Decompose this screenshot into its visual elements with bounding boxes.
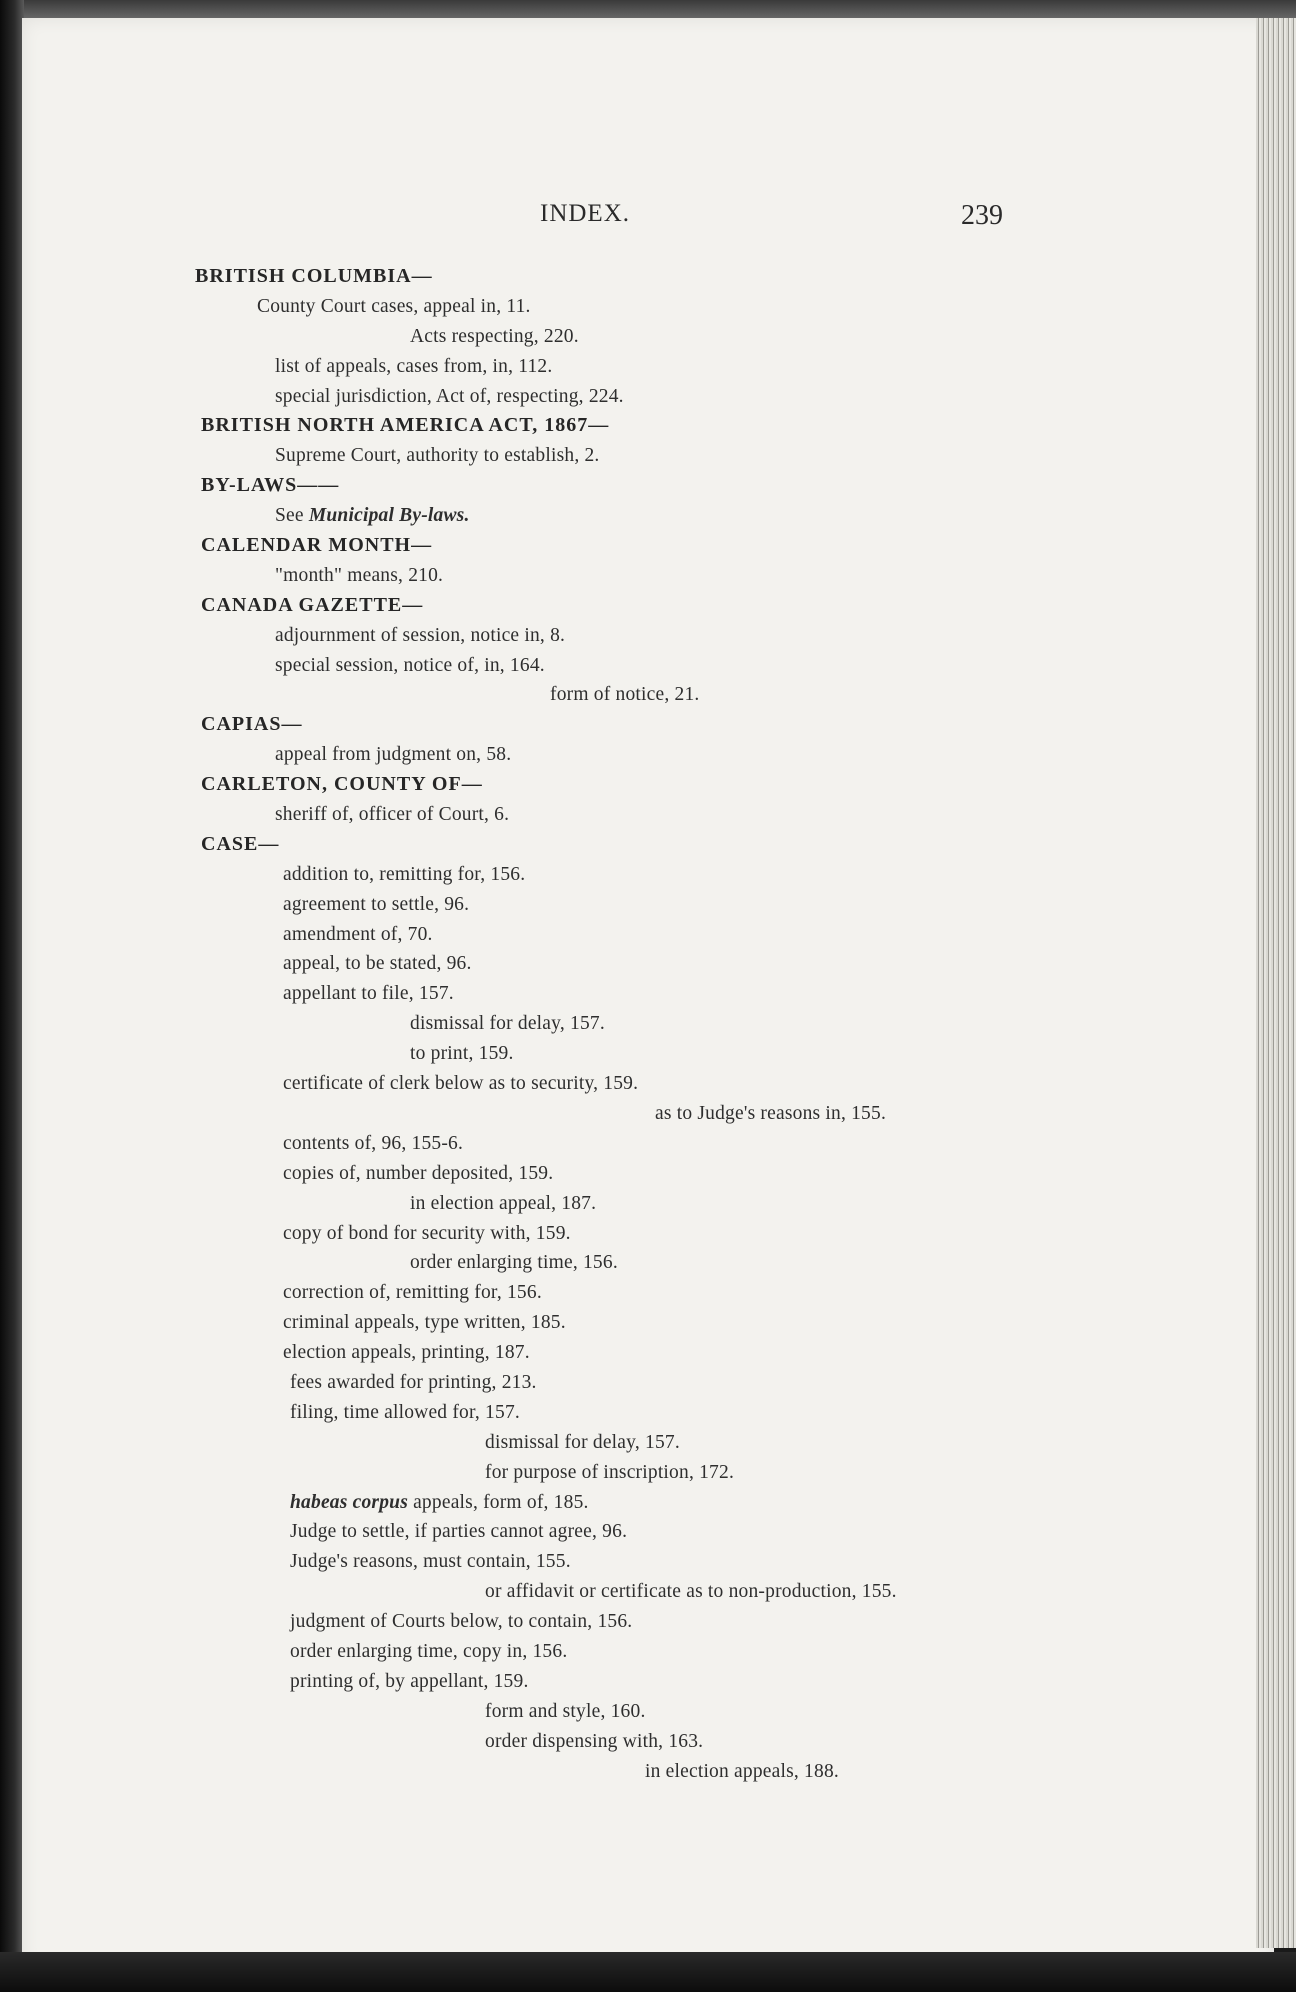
index-subentry: County Court cases, appeal in, 11. <box>257 295 531 317</box>
index-subentry: copies of, number deposited, 159. <box>283 1162 554 1184</box>
index-subentry: Judge to settle, if parties cannot agree, 96. <box>290 1521 628 1543</box>
running-title: INDEX. <box>540 200 631 227</box>
index-subentry: fees awarded for printing, 213. <box>290 1371 537 1393</box>
index-subentry: criminal appeals, type written, 185. <box>283 1312 566 1334</box>
index-subentry: appeal from judgment on, 58. <box>275 744 512 766</box>
index-subentry <box>195 501 1015 531</box>
index-entries <box>195 262 1015 1786</box>
index-subentry: Acts respecting, 220. <box>410 325 579 347</box>
index-subentry: election appeals, printing, 187. <box>283 1342 530 1364</box>
index-subentry: filing, time allowed for, 157. <box>290 1401 520 1423</box>
index-subentry: Supreme Court, authority to establish, 2. <box>275 445 600 467</box>
index-subentry <box>195 1488 1015 1518</box>
index-subentry: or affidavit or certificate as to non-production, 155. <box>485 1581 897 1603</box>
index-subentry: list of appeals, cases from, in, 112. <box>275 355 553 377</box>
index-heading: CAPIAS— <box>201 713 303 736</box>
index-heading: CASE— <box>201 832 280 855</box>
index-subentry: for purpose of inscription, 172. <box>485 1461 735 1483</box>
running-header <box>195 200 1003 240</box>
index-subentry: appellant to file, 157. <box>283 983 454 1005</box>
index-subentry: correction of, remitting for, 156. <box>283 1282 542 1304</box>
index-heading: CANADA GAZETTE— <box>201 593 424 616</box>
index-heading: BY-LAWS—— <box>201 474 340 497</box>
index-subentry: dismissal for delay, 157. <box>410 1013 605 1035</box>
index-subentry: judgment of Courts below, to contain, 156. <box>290 1611 633 1633</box>
index-subentry: addition to, remitting for, 156. <box>283 863 526 885</box>
index-subentry: in election appeal, 187. <box>410 1192 597 1214</box>
index-subentry: adjournment of session, notice in, 8. <box>275 624 566 646</box>
page-number: 239 <box>961 200 1003 231</box>
index-subentry: in election appeals, 188. <box>645 1760 839 1782</box>
index-heading: BRITISH NORTH AMERICA ACT, 1867— <box>201 414 610 437</box>
index-subentry: special session, notice of, in, 164. <box>275 654 545 676</box>
index-heading: CALENDAR MONTH— <box>201 534 433 557</box>
index-subentry: as to Judge's reasons in, 155. <box>655 1102 887 1124</box>
book-spine-edge <box>0 0 24 1992</box>
index-subentry: special jurisdiction, Act of, respecting, 224. <box>275 385 624 407</box>
index-heading: CARLETON, COUNTY OF— <box>201 773 483 796</box>
index-subentry: appeal, to be stated, 96. <box>283 953 472 975</box>
page-stack-edge <box>1256 18 1296 1948</box>
index-subentry: order enlarging time, 156. <box>410 1252 618 1274</box>
index-subentry: form of notice, 21. <box>550 684 700 706</box>
index-subentry: dismissal for delay, 157. <box>485 1431 680 1453</box>
index-subentry: contents of, 96, 155-6. <box>283 1132 464 1154</box>
see-reference: See <box>275 505 304 527</box>
index-subentry: printing of, by appellant, 159. <box>290 1670 529 1692</box>
index-subentry: sheriff of, officer of Court, 6. <box>275 804 510 826</box>
index-subentry: "month" means, 210. <box>275 564 444 586</box>
latin-term: habeas corpus <box>290 1491 408 1513</box>
index-subentry: to print, 159. <box>410 1043 514 1065</box>
index-subentry: certificate of clerk below as to security, 159. <box>283 1073 639 1095</box>
index-subentry: Judge's reasons, must contain, 155. <box>290 1551 571 1573</box>
index-subentry: copy of bond for security with, 159. <box>283 1222 571 1244</box>
page-bottom-edge <box>0 1952 1296 1992</box>
index-heading: BRITISH COLUMBIA— <box>195 265 433 287</box>
index-subentry: agreement to settle, 96. <box>283 893 470 915</box>
index-subentry: order enlarging time, copy in, 156. <box>290 1640 568 1662</box>
index-subentry-text: appeals, form of, 185. <box>413 1491 589 1513</box>
page-top-edge <box>0 0 1296 20</box>
index-subentry: amendment of, 70. <box>283 923 433 945</box>
index-subentry: order dispensing with, 163. <box>485 1730 704 1752</box>
index-subentry: form and style, 160. <box>485 1700 646 1722</box>
cross-reference: Municipal By-laws. <box>308 505 470 527</box>
